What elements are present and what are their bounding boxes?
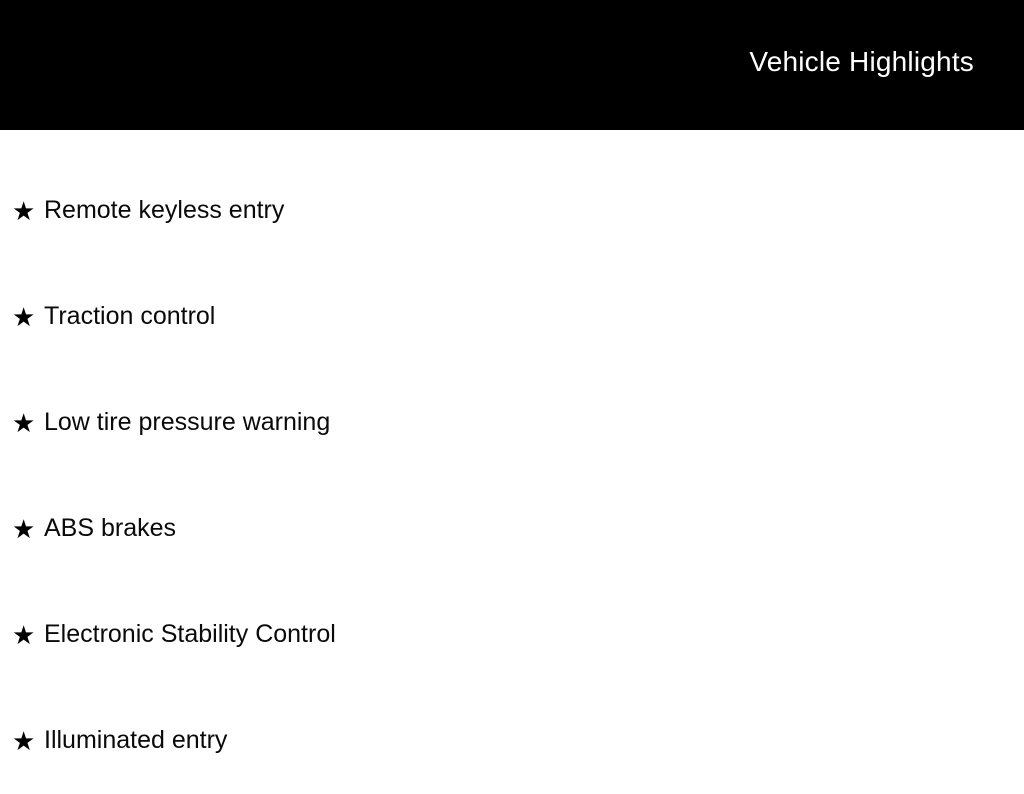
list-item: [0, 158, 1024, 264]
list-item-label: ABS brakes: [44, 514, 177, 543]
list-item: [0, 688, 1024, 794]
list-item: [0, 370, 1024, 476]
page-title: Vehicle Highlights: [749, 46, 974, 77]
star-icon: ★: [12, 620, 36, 650]
star-icon: ★: [12, 196, 36, 226]
highlights-list: [0, 130, 1024, 794]
list-item-label: Traction control: [44, 302, 216, 331]
star-icon: ★: [12, 514, 36, 544]
list-item-label: Illuminated entry: [44, 726, 228, 755]
list-item: [0, 582, 1024, 688]
list-item-label: Remote keyless entry: [44, 196, 285, 225]
star-icon: ★: [12, 302, 36, 332]
star-icon: ★: [12, 408, 36, 438]
list-item-label: Low tire pressure warning: [44, 408, 331, 437]
list-item: [0, 264, 1024, 370]
star-icon: ★: [12, 726, 36, 756]
list-item-label: Electronic Stability Control: [44, 620, 336, 649]
header-bar: [0, 0, 1024, 130]
list-item: [0, 476, 1024, 582]
